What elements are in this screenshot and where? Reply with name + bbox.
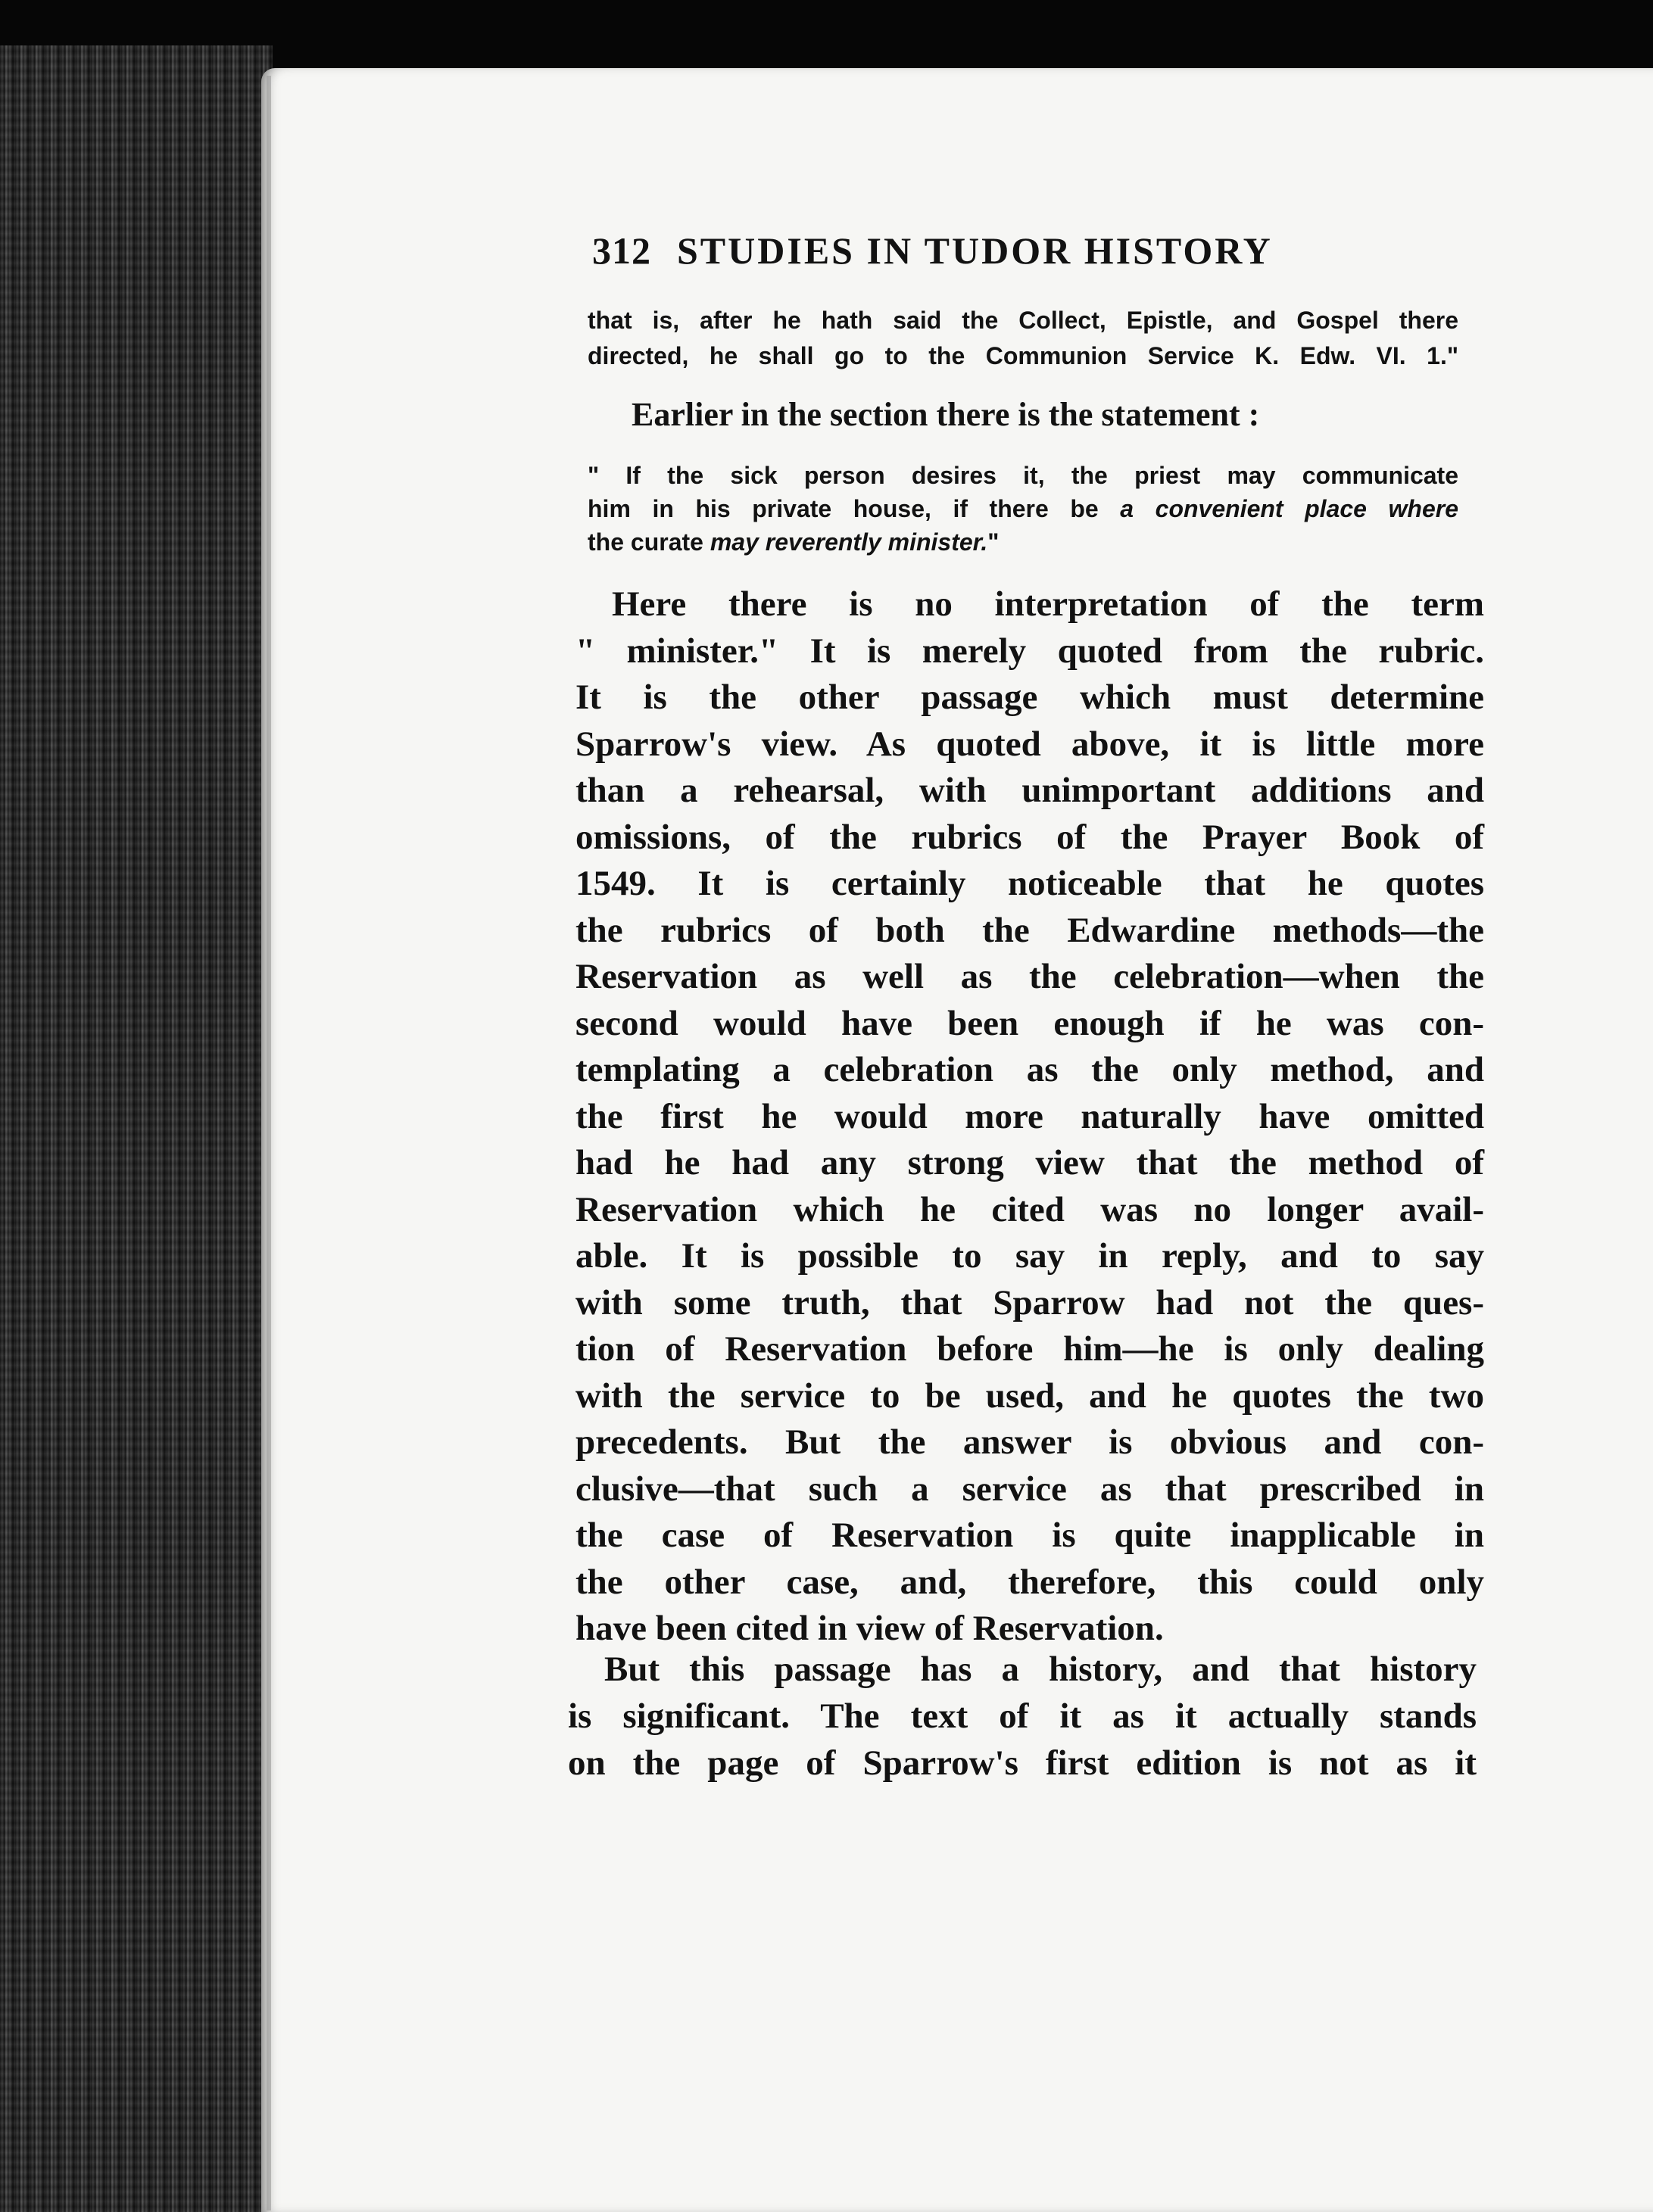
paragraph-line: " minister." It is merely quoted from the rubric.: [575, 631, 1484, 671]
paragraph-line: tion of Reservation before him—he is only dealing: [575, 1329, 1484, 1369]
quote-text: the curate: [588, 528, 710, 556]
block-quote-1: [588, 303, 1458, 374]
book-page-edges: [0, 45, 273, 2212]
quote-line: [588, 525, 1458, 559]
paragraph-line: the first he would more naturally have omitted: [575, 1096, 1484, 1136]
paragraph-line: with the service to be used, and he quotes the two: [575, 1375, 1484, 1416]
running-title: STUDIES IN TUDOR HISTORY: [677, 229, 1273, 272]
quote-line: directed, he shall go to the Communion Service K. Edw. VI. 1.": [588, 342, 1458, 369]
quote-italic-text: a convenient place where: [1120, 495, 1459, 522]
quote-text: ": [987, 528, 1000, 556]
paragraph-line: the rubrics of both the Edwardine methods—the: [575, 910, 1484, 950]
paragraph-line: is significant. The text of it as it actually stands: [568, 1696, 1477, 1736]
quote-line: [588, 492, 1458, 525]
quote-line: that is, after he hath said the Collect, Epistle, and Gospel there: [588, 307, 1458, 334]
running-head: [592, 229, 1380, 282]
paragraph-line: omissions, of the rubrics of the Prayer Book of: [575, 817, 1484, 857]
block-quote-2: [588, 459, 1458, 559]
paragraph-line: second would have been enough if he was con-: [575, 1003, 1484, 1043]
paragraph-line: Here there is no interpretation of the term: [612, 584, 1484, 624]
paragraph-line: than a rehearsal, with unimportant additions and: [575, 771, 1484, 810]
paragraph-line: precedents. But the answer is obvious and con-: [575, 1422, 1484, 1462]
paragraph-line: clusive—that such a service as that prescribed in: [575, 1469, 1484, 1509]
paragraph-line: had he had any strong view that the method of: [575, 1143, 1484, 1182]
body-paragraph-1: [575, 581, 1484, 1653]
paragraph-line: able. It is possible to say in reply, and to say: [575, 1236, 1484, 1276]
quote-italic-text: may reverently minister.: [710, 528, 988, 556]
paragraph-line: with some truth, that Sparrow had not the ques-: [575, 1282, 1484, 1323]
paragraph-line: templating a celebration as the only method, and: [575, 1050, 1484, 1089]
paragraph-line: the case of Reservation is quite inapplicable in: [575, 1516, 1484, 1555]
page-gutter-shadow: [267, 76, 271, 2210]
quote-line: " If the sick person desires it, the priest may communicate: [588, 462, 1458, 489]
paragraph-line: Reservation as well as the celebration—when the: [575, 957, 1484, 996]
paragraph-line: Sparrow's view. As quoted above, it is little more: [575, 724, 1484, 764]
body-paragraph-2: [568, 1646, 1477, 1787]
paragraph-line: the other case, and, therefore, this could only: [575, 1562, 1484, 1602]
paragraph-line: have been cited in view of Reservation.: [575, 1609, 1164, 1648]
page-number: 312: [592, 229, 651, 272]
quote-text: him in his private house, if there be: [588, 495, 1121, 522]
paragraph-line: It is the other passage which must determine: [575, 678, 1484, 717]
paragraph-line: on the page of Sparrow's first edition is not as it: [568, 1743, 1477, 1783]
paragraph-line: 1549. It is certainly noticeable that he quotes: [575, 864, 1484, 903]
intro-sentence: Earlier in the section there is the statement :: [632, 396, 1260, 433]
paragraph-line: Reservation which he cited was no longer avail-: [575, 1189, 1484, 1229]
paragraph-line: But this passage has a history, and that history: [604, 1650, 1477, 1689]
